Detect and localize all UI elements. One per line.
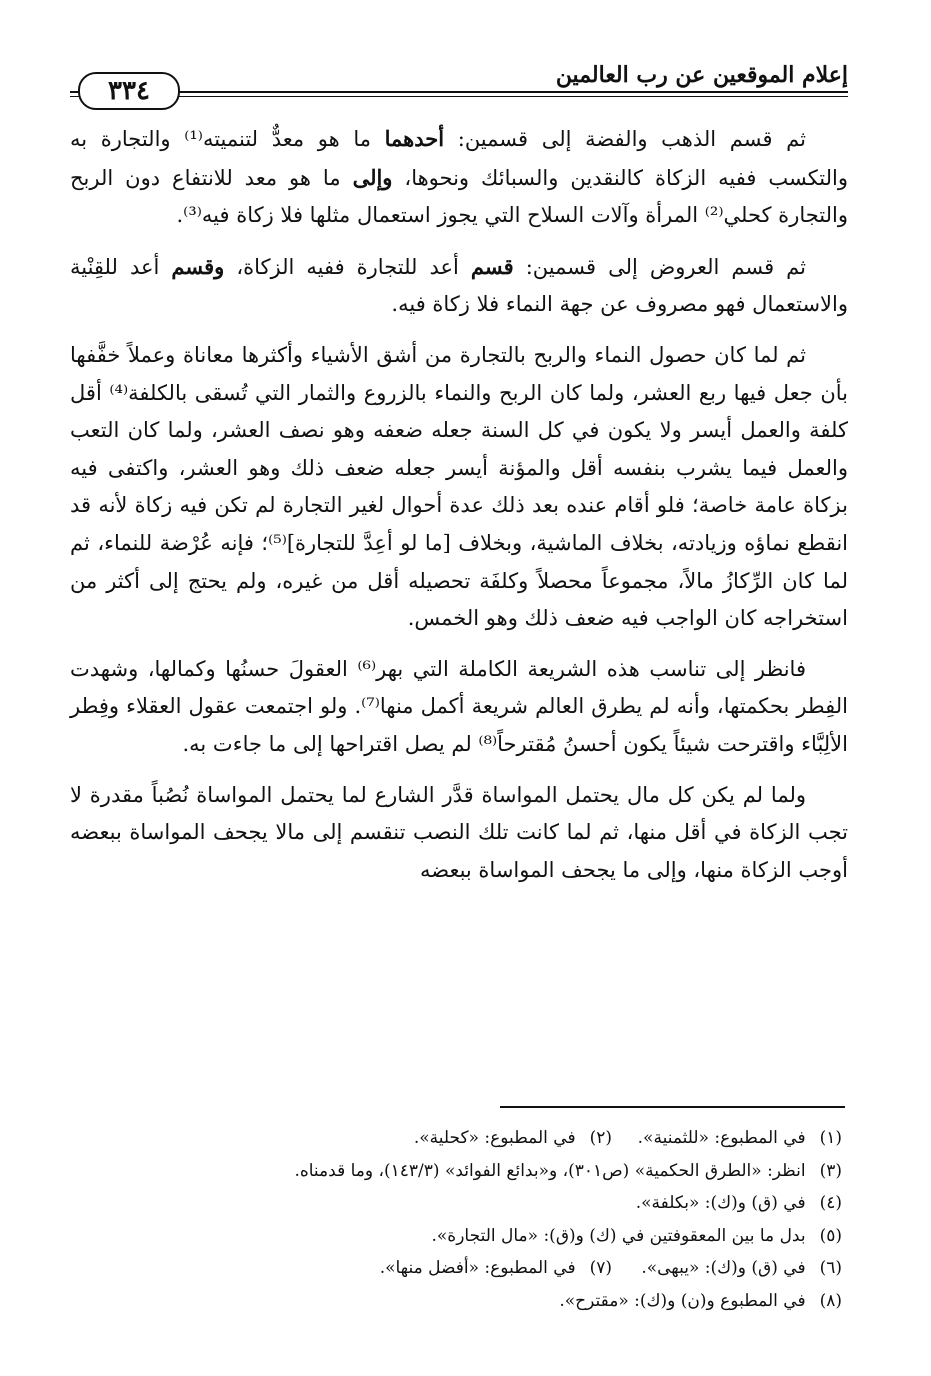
footnotes [70, 1122, 842, 1317]
footnote-number: (٨) [819, 1290, 842, 1311]
footnote [294, 1155, 842, 1188]
text-segment: ثم قسم الذهب والفضة إلى قسمين: [444, 127, 806, 151]
footnote-text: انظر: «الطرق الحكمية» (ص٣٠١)، و«بدائع الفوائد» (١٤٣/٣)، وما قدمناه. [294, 1160, 806, 1181]
footnote-number: (٣) [819, 1160, 842, 1181]
footnote-line [70, 1252, 842, 1285]
footnote [414, 1122, 612, 1155]
footnote [380, 1252, 612, 1285]
text-segment: ثم قسم العروض إلى قسمين: [513, 254, 806, 279]
page-number: ٣٣٤ [78, 72, 180, 110]
running-header [70, 58, 848, 110]
footnote-line [70, 1285, 842, 1318]
header-rule [70, 91, 848, 93]
footnote-number: (٤) [819, 1193, 842, 1213]
text-segment: ما هو معدٌّ لتنميته⁽¹⁾ والتجارة به والتكسب ففيه الزكاة كالنقدين والسبائك ونحوها، [70, 127, 849, 190]
footnote-number: (١) [819, 1128, 842, 1148]
footnote [612, 1252, 842, 1285]
footnote-line [70, 1155, 842, 1188]
footnote-number: (٧) [589, 1258, 612, 1278]
footnote-line [70, 1187, 842, 1220]
footnote-text: في المطبوع و(ن) و(ك): «مقترح». [559, 1290, 806, 1311]
text-segment: أعد للقِنْية والاستعمال فهو مصروف عن جهة النماء فلا زكاة فيه. [70, 254, 848, 317]
footnote [432, 1220, 843, 1253]
footnote-text: في (ق) و(ك): «يبهى». [641, 1258, 806, 1278]
text-segment: ثم لما كان حصول النماء والربح بالتجارة من أشق الأشياء وأكثرها معاناة وعملاً خفَّفها بأن جعل فيها ربع العشر، ولما كان الربح والنماء بالزروع والثمار التي تُسقى بالكلفة⁽⁴⁾ أقل كلفة والعمل أيسر ولا يكون في كل السنة جعله ضعفه وهو نصف العشر، ولما كان التعب والعمل فيما يشرب بنفسه أقل والمؤنة أيسر جعله ضعف ذلك وهو العشر، واكتفى فيه بزكاة عامة خاصة؛ فلو أقام عنده بعد ذلك عدة أحوال لغير التجارة لم تكن فيه زكاة لأنه قد انقطع نماؤه وزيادته، بخلاف الماشية، وبخلاف [ما لو أعِدَّ للتجارة]⁽⁵⁾؛ فإنه عُرْضة للنماء، ثم لما كان الرِّكازُ مالاً، مجموعاً محصلاً وكلفَة تحصيله أقل من غيره، ولم يحتج إلى أكثر من استخراجه كان الواجب فيه ضعف ذلك وهو الخمس. [70, 342, 849, 631]
book-title: إعلام الموقعين عن رب العالمين [555, 62, 848, 88]
text-segment: ما هو معد للانتفاع دون الربح والتجارة كحلي⁽²⁾ المرأة وآلات السلاح التي يجوز استعمال مثلها فلا زكاة فيه⁽³⁾. [70, 165, 848, 228]
bold-term: وإلى [352, 164, 393, 190]
footnote [559, 1285, 842, 1318]
footnote-number: (٦) [819, 1258, 842, 1278]
header-rule-thin [70, 96, 848, 97]
footnote-text: بدل ما بين المعقوفتين في (ك) و(ق): «مال التجارة». [431, 1225, 806, 1246]
text-segment: أعد للتجارة ففيه الزكاة، [224, 254, 471, 279]
footnote [612, 1122, 842, 1155]
footnote-text: في المطبوع: «كحلية». [413, 1128, 576, 1148]
footnote-text: في المطبوع: «أفضل منها». [379, 1258, 576, 1278]
footnote-number: (٥) [819, 1225, 842, 1246]
bold-term: أحدهما [384, 126, 445, 151]
text-segment: ولما لم يكن كل مال يحتمل المواساة قدَّر الشارع لما يحتمل المواساة نُصُباً مقدرة لا تجب الزكاة في أقل منها، ثم لما كانت تلك النصب تنقسم إلى مالا يجحف المواساة ببعضه أوجب الزكاة منها، وإلى ما يجحف المواساة ببعضه [70, 782, 848, 882]
footnote [636, 1187, 842, 1220]
bold-term: قسم [470, 253, 514, 279]
paragraph [70, 120, 848, 235]
bold-term: وقسم [171, 253, 225, 279]
footnote-text: في المطبوع: «للثمنية». [637, 1128, 806, 1148]
paragraph [70, 651, 848, 764]
paragraph [70, 337, 848, 638]
paragraph [70, 248, 848, 324]
footnote-text: في (ق) و(ك): «بكلفة». [635, 1193, 806, 1213]
main-text [70, 120, 848, 902]
text-segment: فانظر إلى تناسب هذه الشريعة الكاملة التي بهر⁽⁶⁾ العقولَ حسنُها وكمالها، وشهدت الفِطر بحكمتها، وأنه لم يطرق العالم شريعة أكمل منها⁽⁷⁾. ولو اجتمعت عقول العقلاء وفِطر الألِبَّاء واقترحت شيئاً يكون أحسنُ مُقترحاً⁽⁸⁾ لم يصل اقتراحها إلى ما جاءت به. [70, 656, 848, 756]
footnote-separator [500, 1106, 845, 1108]
footnote-line [70, 1220, 842, 1253]
footnote-line [70, 1122, 842, 1155]
footnote-number: (٢) [589, 1128, 612, 1148]
paragraph [70, 777, 848, 890]
